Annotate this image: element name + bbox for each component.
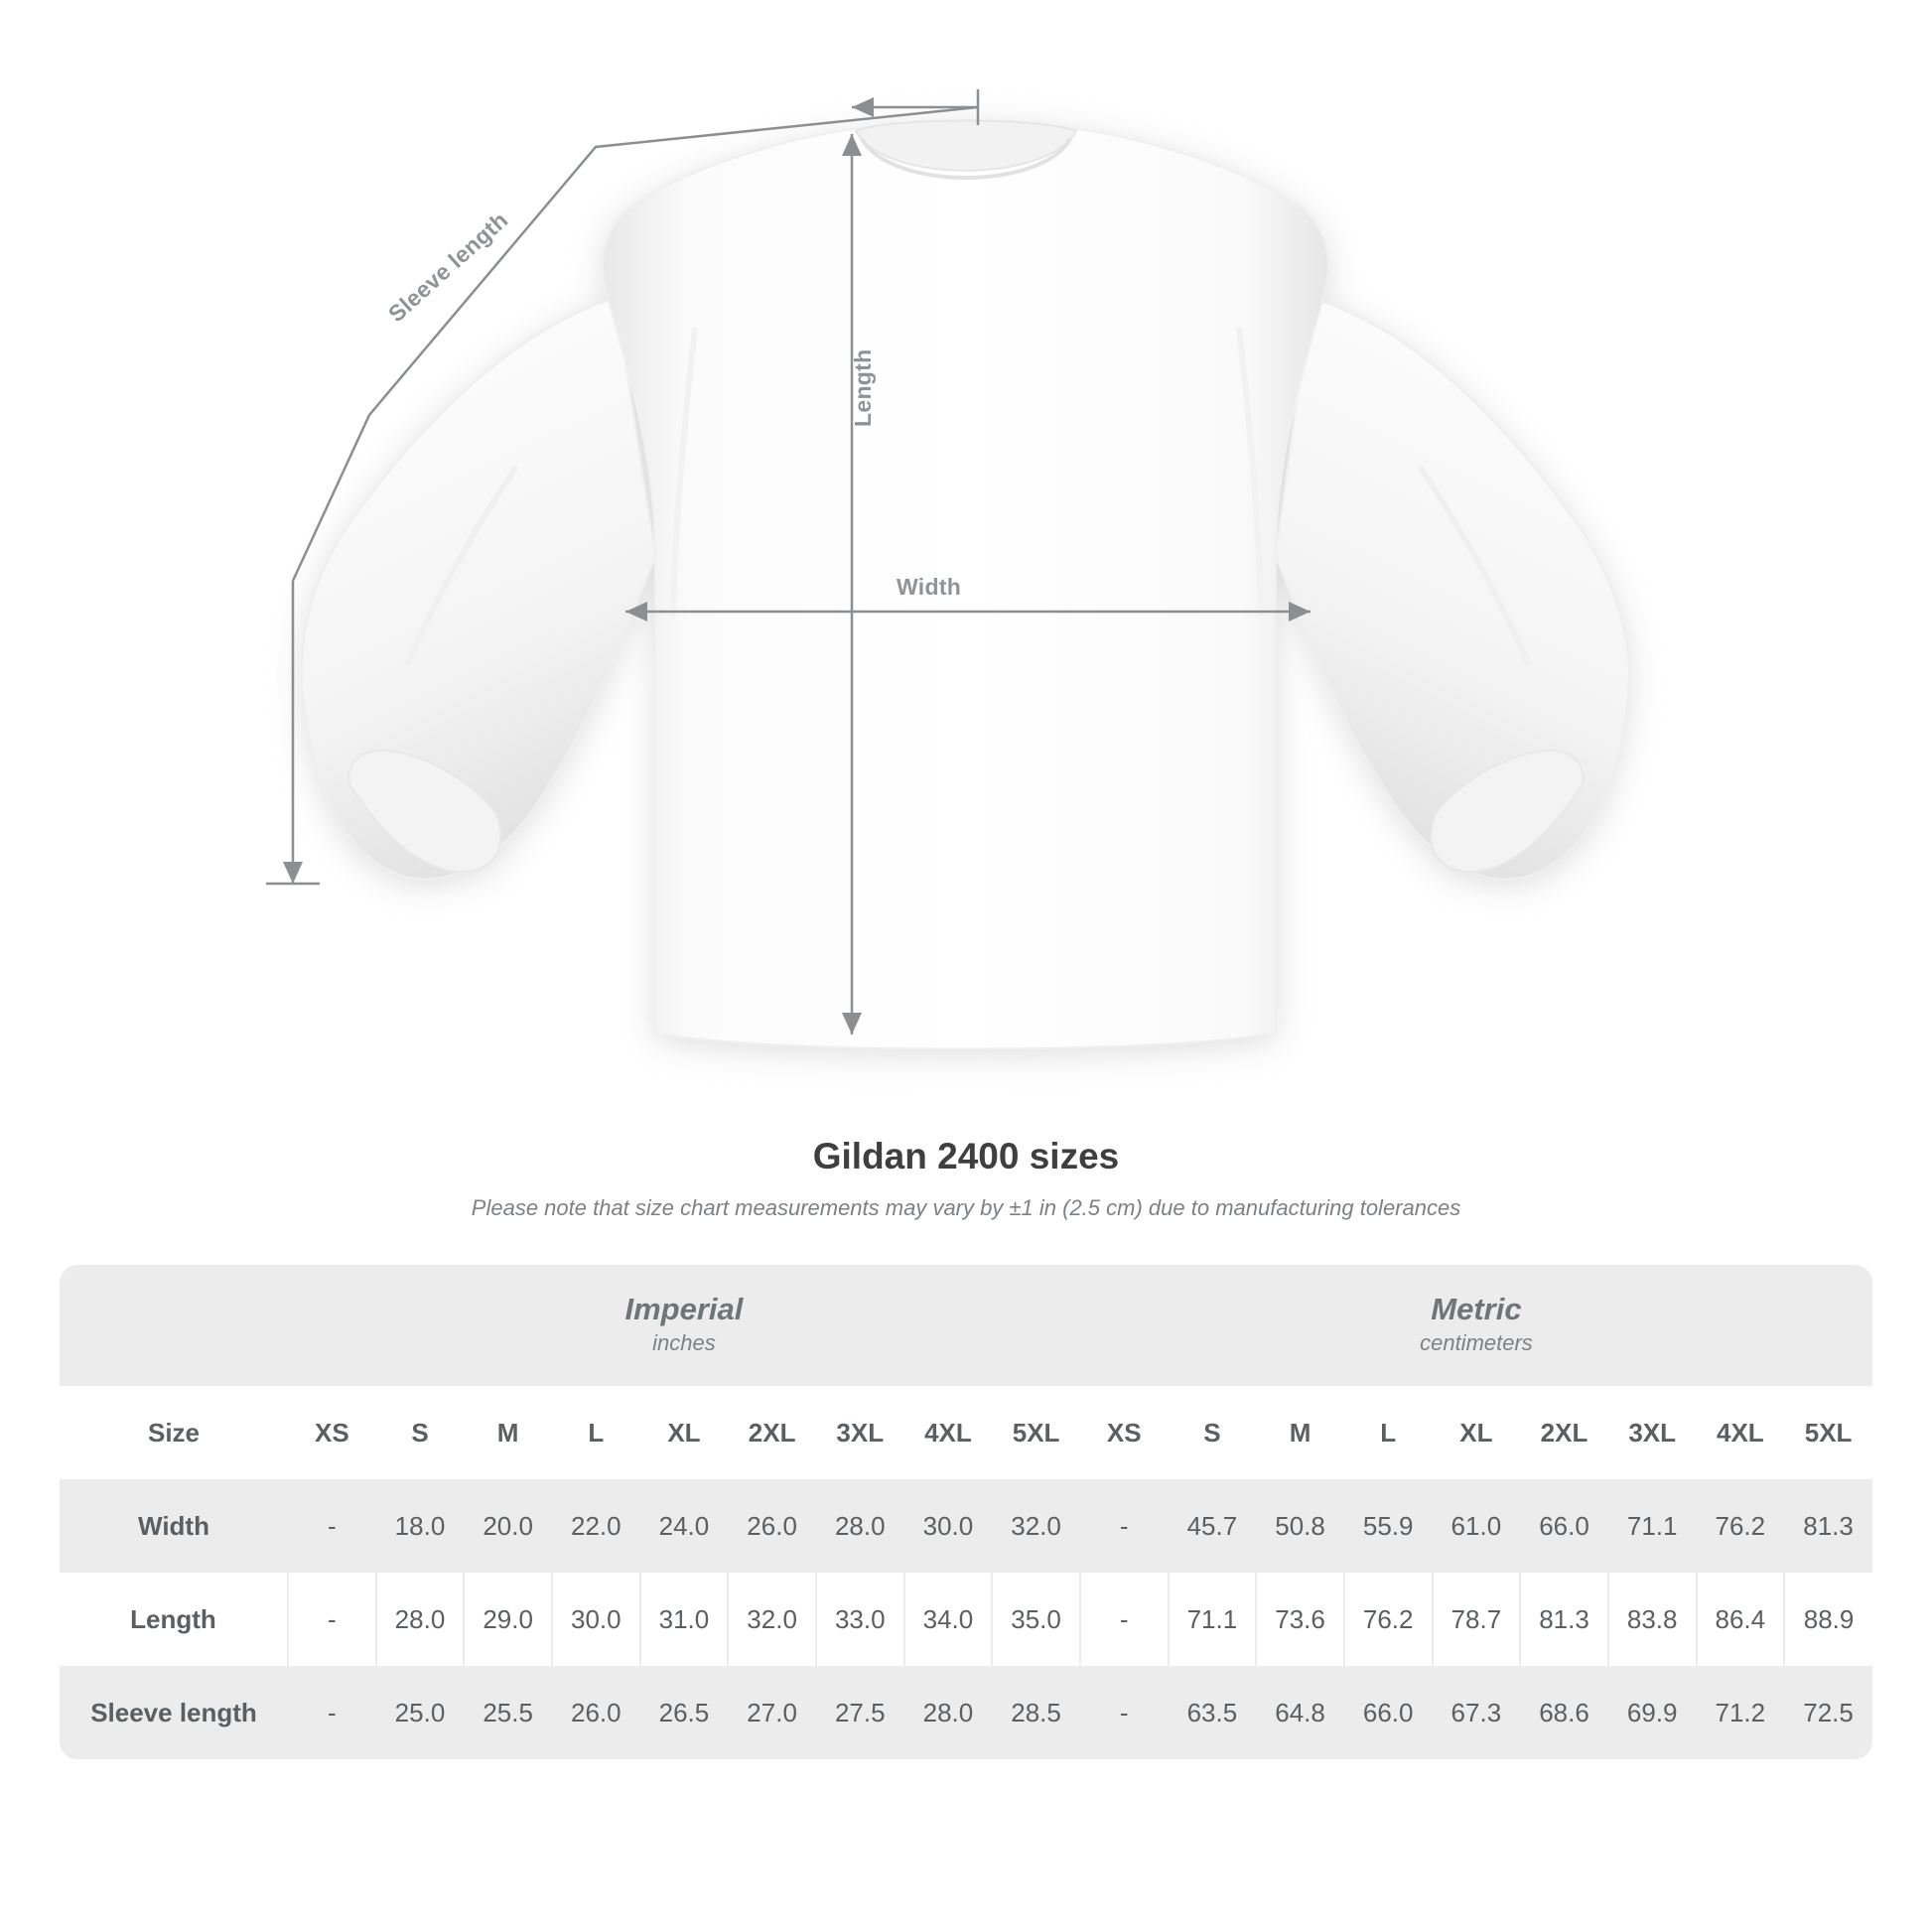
- size-header-imp-0: XS: [288, 1386, 376, 1479]
- cell-length-met-6: 83.8: [1608, 1573, 1697, 1666]
- cell-sleeve-met-3: 66.0: [1344, 1666, 1433, 1759]
- cell-length-met-2: 73.6: [1256, 1573, 1344, 1666]
- cell-sleeve-imp-3: 26.0: [552, 1666, 640, 1759]
- cell-width-met-2: 50.8: [1256, 1479, 1344, 1573]
- cell-length-imp-6: 33.0: [816, 1573, 904, 1666]
- unit-header-spacer: [60, 1265, 288, 1386]
- cell-width-imp-2: 20.0: [464, 1479, 552, 1573]
- cell-width-imp-3: 22.0: [552, 1479, 640, 1573]
- cell-length-imp-3: 30.0: [552, 1573, 640, 1666]
- cell-sleeve-imp-5: 27.0: [728, 1666, 816, 1759]
- cell-width-imp-8: 32.0: [992, 1479, 1080, 1573]
- cell-sleeve-met-0: -: [1080, 1666, 1169, 1759]
- table-row: [60, 1666, 1872, 1759]
- cell-width-met-8: 81.3: [1784, 1479, 1872, 1573]
- size-header-row: [60, 1386, 1872, 1479]
- cell-length-imp-1: 28.0: [376, 1573, 465, 1666]
- page-title: Gildan 2400 sizes: [812, 1136, 1120, 1176]
- cell-sleeve-imp-6: 27.5: [816, 1666, 904, 1759]
- unit-imperial-sub: inches: [652, 1330, 716, 1356]
- cell-width-met-7: 76.2: [1697, 1479, 1785, 1573]
- cell-length-imp-4: 31.0: [640, 1573, 729, 1666]
- cell-width-met-0: -: [1080, 1479, 1169, 1573]
- cell-sleeve-met-4: 67.3: [1433, 1666, 1521, 1759]
- unit-metric-sub: centimeters: [1420, 1330, 1533, 1356]
- row-label-length: Length: [60, 1573, 288, 1666]
- cell-width-met-5: 66.0: [1520, 1479, 1608, 1573]
- cell-sleeve-imp-2: 25.5: [464, 1666, 552, 1759]
- cell-width-met-4: 61.0: [1433, 1479, 1521, 1573]
- size-header-imp-7: 4XL: [904, 1386, 993, 1479]
- cell-length-met-5: 81.3: [1520, 1573, 1608, 1666]
- label-sleeve-length: Sleeve length: [383, 207, 513, 328]
- unit-header-imperial: [288, 1265, 1080, 1386]
- cell-width-met-3: 55.9: [1344, 1479, 1433, 1573]
- cell-sleeve-imp-7: 28.0: [904, 1666, 993, 1759]
- label-width: Width: [897, 574, 962, 600]
- label-length: Length: [850, 348, 876, 427]
- cell-length-met-7: 86.4: [1697, 1573, 1785, 1666]
- cell-length-imp-7: 34.0: [904, 1573, 993, 1666]
- cell-length-imp-2: 29.0: [464, 1573, 552, 1666]
- size-header-label: Size: [60, 1386, 288, 1479]
- cell-width-imp-7: 30.0: [904, 1479, 993, 1573]
- size-header-imp-8: 5XL: [992, 1386, 1080, 1479]
- size-header-imp-5: 2XL: [728, 1386, 816, 1479]
- cell-length-met-4: 78.7: [1433, 1573, 1521, 1666]
- cell-length-met-0: -: [1080, 1573, 1169, 1666]
- cell-sleeve-met-5: 68.6: [1520, 1666, 1608, 1759]
- unit-imperial-name: Imperial: [624, 1291, 744, 1326]
- cell-sleeve-imp-1: 25.0: [376, 1666, 465, 1759]
- size-header-met-0: XS: [1080, 1386, 1169, 1479]
- cell-sleeve-imp-4: 26.5: [640, 1666, 729, 1759]
- cell-sleeve-met-6: 69.9: [1608, 1666, 1697, 1759]
- size-header-imp-3: L: [552, 1386, 640, 1479]
- cell-sleeve-met-7: 71.2: [1697, 1666, 1785, 1759]
- size-header-met-8: 5XL: [1784, 1386, 1872, 1479]
- cell-length-met-1: 71.1: [1169, 1573, 1257, 1666]
- cell-length-imp-8: 35.0: [992, 1573, 1080, 1666]
- size-header-met-1: S: [1169, 1386, 1257, 1479]
- size-header-met-7: 4XL: [1697, 1386, 1785, 1479]
- size-header-imp-4: XL: [640, 1386, 729, 1479]
- unit-header-metric: [1080, 1265, 1872, 1386]
- cell-sleeve-imp-8: 28.5: [992, 1666, 1080, 1759]
- cell-width-imp-0: -: [288, 1479, 376, 1573]
- table-row: [60, 1479, 1872, 1573]
- size-chart-table: [60, 1265, 1872, 1759]
- size-header-met-4: XL: [1433, 1386, 1521, 1479]
- cell-sleeve-met-8: 72.5: [1784, 1666, 1872, 1759]
- table-row: [60, 1573, 1872, 1666]
- cell-length-imp-0: -: [288, 1573, 376, 1666]
- cell-width-imp-5: 26.0: [728, 1479, 816, 1573]
- size-header-imp-2: M: [464, 1386, 552, 1479]
- cell-length-imp-5: 32.0: [728, 1573, 816, 1666]
- size-header-met-5: 2XL: [1520, 1386, 1608, 1479]
- unit-header-row: [60, 1265, 1872, 1386]
- size-header-imp-6: 3XL: [816, 1386, 904, 1479]
- tolerance-note: Please note that size chart measurements may vary by ±1 in (2.5 cm) due to manufacturing tolerances: [471, 1195, 1461, 1220]
- cell-sleeve-imp-0: -: [288, 1666, 376, 1759]
- size-header-imp-1: S: [376, 1386, 465, 1479]
- cell-length-met-8: 88.9: [1784, 1573, 1872, 1666]
- cell-width-met-1: 45.7: [1169, 1479, 1257, 1573]
- size-header-met-6: 3XL: [1608, 1386, 1697, 1479]
- row-label-width: Width: [60, 1479, 288, 1573]
- cell-width-imp-1: 18.0: [376, 1479, 465, 1573]
- size-header-met-2: M: [1256, 1386, 1344, 1479]
- size-header-met-3: L: [1344, 1386, 1433, 1479]
- unit-metric-name: Metric: [1431, 1291, 1522, 1326]
- cell-width-met-6: 71.1: [1608, 1479, 1697, 1573]
- cell-sleeve-met-1: 63.5: [1169, 1666, 1257, 1759]
- row-label-sleeve-length: Sleeve length: [60, 1666, 288, 1759]
- cell-length-met-3: 76.2: [1344, 1573, 1433, 1666]
- cell-width-imp-6: 28.0: [816, 1479, 904, 1573]
- title-block: [0, 1136, 1932, 1221]
- cell-sleeve-met-2: 64.8: [1256, 1666, 1344, 1759]
- cell-width-imp-4: 24.0: [640, 1479, 729, 1573]
- size-chart-table-wrapper: [60, 1265, 1872, 1759]
